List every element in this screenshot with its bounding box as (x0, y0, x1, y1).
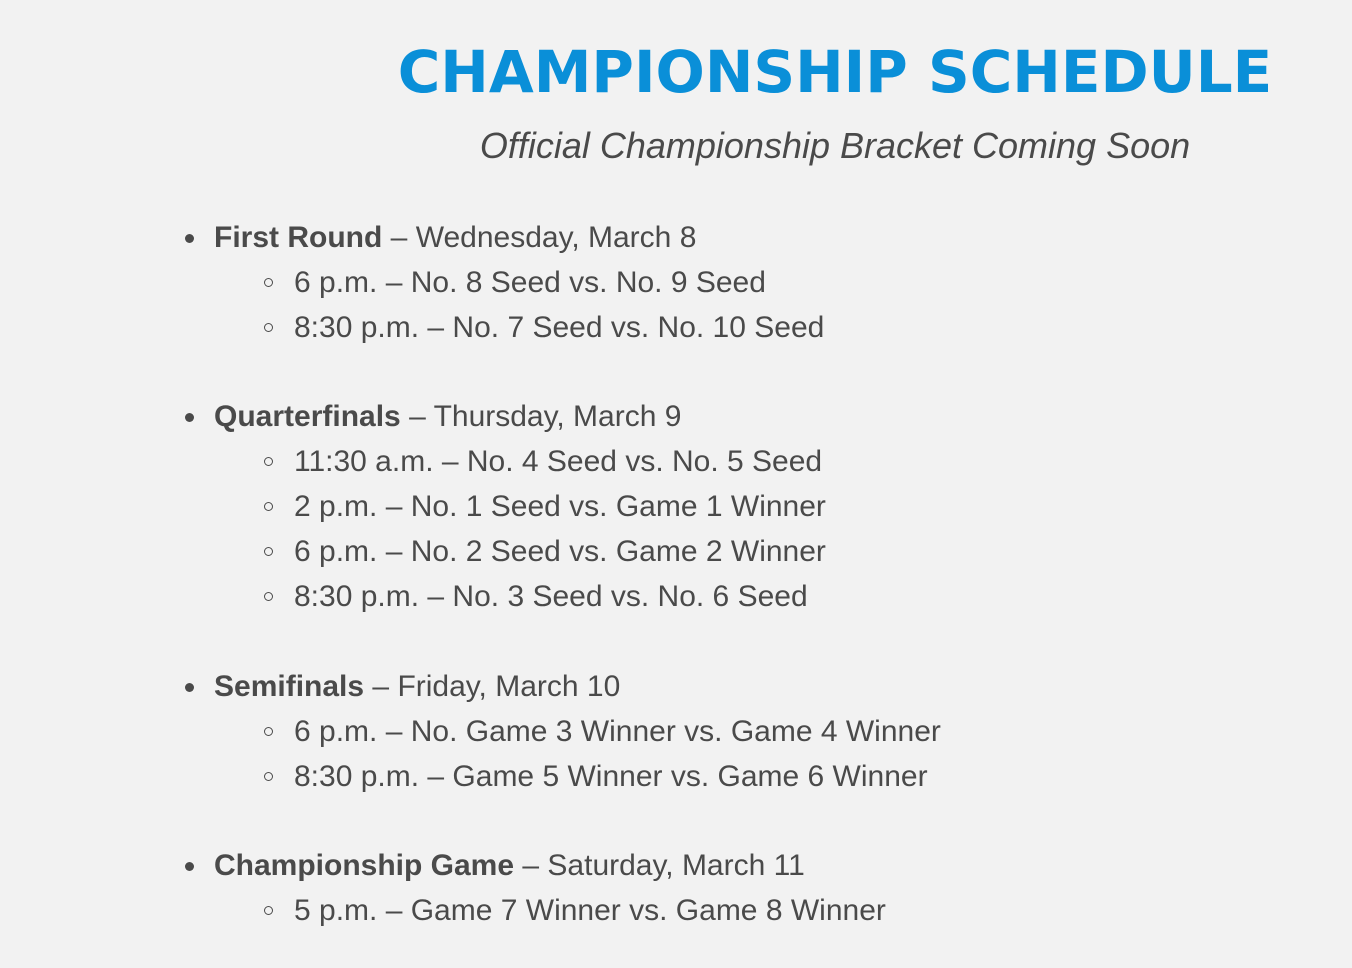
game-item (0, 305, 1352, 350)
game-text: 2 p.m. – No. 1 Seed vs. Game 1 Winner (294, 490, 826, 523)
round-date: Friday, March 10 (397, 670, 621, 703)
bullet-icon (185, 862, 194, 871)
circle-bullet-icon (264, 772, 273, 781)
bullet-icon (185, 234, 194, 243)
game-item (0, 529, 1352, 574)
game-item (0, 484, 1352, 529)
page-subtitle: Official Championship Bracket Coming Soon (479, 125, 1191, 166)
games-list (0, 888, 1352, 933)
game-text: 8:30 p.m. – No. 3 Seed vs. No. 6 Seed (294, 580, 808, 613)
game-text: 8:30 p.m. – Game 5 Winner vs. Game 6 Winner (294, 760, 928, 793)
round-heading (0, 843, 1352, 888)
circle-bullet-icon (264, 278, 273, 287)
game-item (0, 888, 1352, 933)
round-first-round (0, 215, 1352, 350)
round-date: Wednesday, March 8 (415, 221, 697, 254)
separator: – (522, 849, 540, 882)
circle-bullet-icon (264, 457, 273, 466)
round-heading (0, 215, 1352, 260)
circle-bullet-icon (264, 592, 273, 601)
round-quarterfinals (0, 394, 1352, 619)
games-list (0, 709, 1352, 799)
game-item (0, 439, 1352, 484)
game-text: 6 p.m. – No. 8 Seed vs. No. 9 Seed (294, 266, 766, 299)
round-name: First Round (214, 221, 383, 254)
round-semifinals (0, 664, 1352, 799)
round-heading (0, 664, 1352, 709)
circle-bullet-icon (264, 323, 273, 332)
game-text: 6 p.m. – No. 2 Seed vs. Game 2 Winner (294, 535, 826, 568)
games-list (0, 260, 1352, 350)
game-item (0, 709, 1352, 754)
bullet-icon (185, 413, 194, 422)
game-text: 6 p.m. – No. Game 3 Winner vs. Game 4 Winner (294, 715, 941, 748)
game-item (0, 574, 1352, 619)
circle-bullet-icon (264, 727, 273, 736)
round-name: Semifinals (214, 670, 365, 703)
round-championship-game (0, 843, 1352, 933)
separator: – (390, 221, 408, 254)
bullet-icon (185, 683, 194, 692)
round-date: Thursday, March 9 (433, 400, 682, 433)
games-list (0, 439, 1352, 619)
page-title: CHAMPIONSHIP SCHEDULE (397, 38, 1273, 106)
circle-bullet-icon (264, 502, 273, 511)
game-text: 5 p.m. – Game 7 Winner vs. Game 8 Winner (294, 894, 886, 927)
game-item (0, 260, 1352, 305)
round-heading (0, 394, 1352, 439)
circle-bullet-icon (264, 906, 273, 915)
game-item (0, 754, 1352, 799)
circle-bullet-icon (264, 547, 273, 556)
round-name: Championship Game (214, 849, 515, 882)
separator: – (372, 670, 390, 703)
game-text: 8:30 p.m. – No. 7 Seed vs. No. 10 Seed (294, 311, 825, 344)
round-date: Saturday, March 11 (547, 849, 805, 882)
game-text: 11:30 a.m. – No. 4 Seed vs. No. 5 Seed (294, 445, 823, 478)
round-name: Quarterfinals (214, 400, 401, 433)
separator: – (409, 400, 426, 433)
